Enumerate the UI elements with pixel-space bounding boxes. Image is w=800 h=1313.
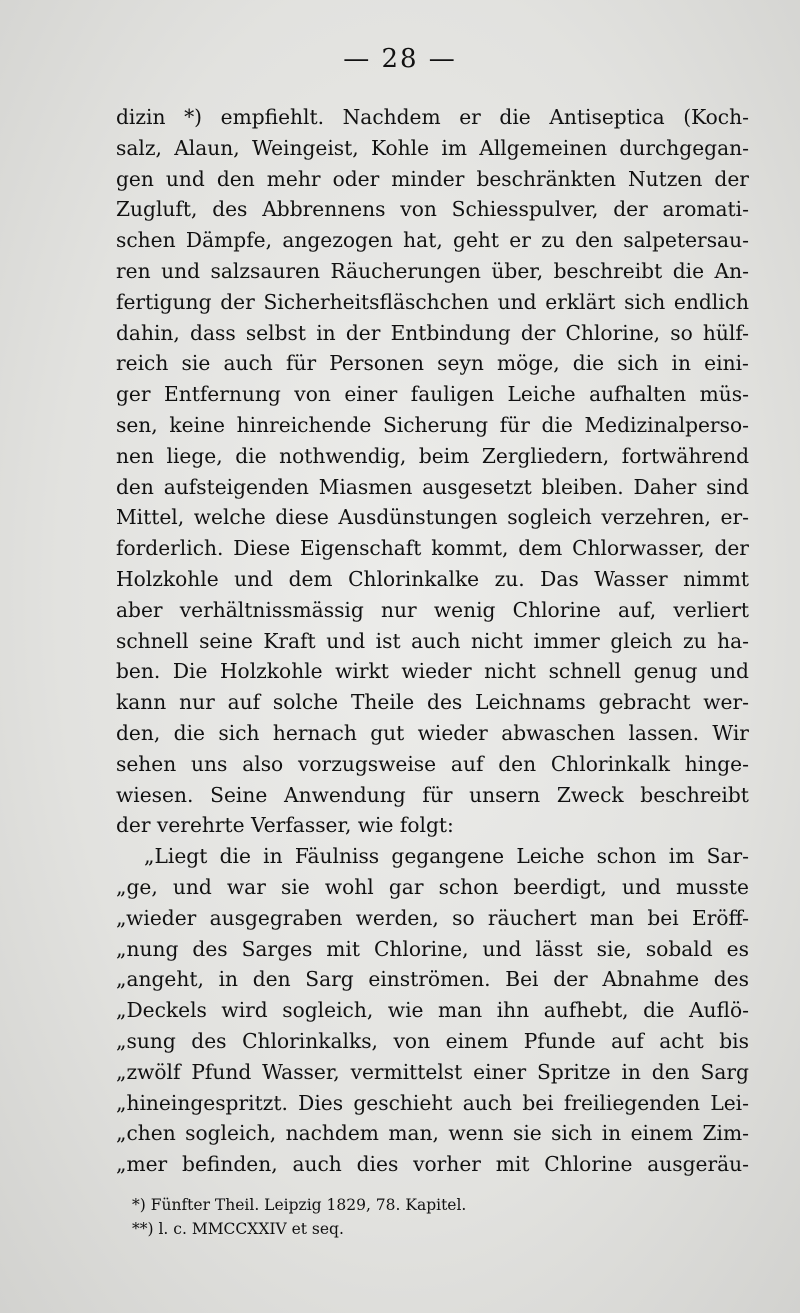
footnote: *) Fünfter Theil. Leipzig 1829, 78. Kapitel. <box>132 1196 467 1214</box>
text-line: „mer befinden, auch dies vorher mit Chlorine ausgeräu- <box>116 1152 749 1177</box>
text-line: „Liegt die in Fäulniss gegangene Leiche schon im Sar- <box>144 844 749 869</box>
text-line: ger Entfernung von einer fauligen Leiche aufhalten müs- <box>116 382 749 407</box>
text-line: „chen sogleich, nachdem man, wenn sie sich in einem Zim- <box>116 1121 749 1146</box>
text-line: sehen uns also vorzugsweise auf den Chlorinkalk hinge- <box>116 751 749 776</box>
text-line: nen liege, die nothwendig, beim Zergliedern, fortwährend <box>116 443 749 468</box>
page-number: — 28 — <box>343 44 457 74</box>
text-line: gen und den mehr oder minder beschränkten Nutzen der <box>116 166 749 191</box>
text-line: reich sie auch für Personen seyn möge, die sich in eini- <box>116 351 749 376</box>
text-line: Zugluft, des Abbrennens von Schiesspulver, der aromati- <box>116 197 749 222</box>
text-line: schnell seine Kraft und ist auch nicht immer gleich zu ha- <box>116 628 749 653</box>
text-line: „hineingespritzt. Dies geschieht auch bei freiliegenden Lei- <box>116 1090 749 1115</box>
text-line: Mittel, welche diese Ausdünstungen sogleich verzehren, er- <box>116 505 749 530</box>
text-line: den aufsteigenden Miasmen ausgesetzt bleiben. Daher sind <box>116 474 749 499</box>
text-line: den, die sich hernach gut wieder abwaschen lassen. Wir <box>116 720 749 745</box>
footnotes <box>132 1193 732 1241</box>
text-line: kann nur auf solche Theile des Leichnams gebracht wer- <box>116 690 749 715</box>
text-line: forderlich. Diese Eigenschaft kommt, dem Chlorwasser, der <box>116 536 749 561</box>
text-line: ren und salzsauren Räucherungen über, beschreibt die An- <box>116 258 749 283</box>
body-text <box>116 102 749 1180</box>
text-line: ben. Die Holzkohle wirkt wieder nicht schnell genug und <box>116 659 749 684</box>
text-line: der verehrte Verfasser, wie folgt: <box>116 813 454 838</box>
text-line: aber verhältnissmässig nur wenig Chlorine auf, verliert <box>116 597 749 622</box>
text-line: wiesen. Seine Anwendung für unsern Zweck beschreibt <box>116 782 749 807</box>
text-line: „angeht, in den Sarg einströmen. Bei der Abnahme des <box>116 967 749 992</box>
text-line: fertigung der Sicherheitsfläschchen und erklärt sich endlich <box>116 289 749 314</box>
text-line: „zwölf Pfund Wasser, vermittelst einer Spritze in den Sarg <box>116 1059 749 1084</box>
text-line: dahin, dass selbst in der Entbindung der Chlorine, so hülf- <box>116 320 749 345</box>
text-line: schen Dämpfe, angezogen hat, geht er zu den salpetersau- <box>116 228 749 253</box>
footnote: **) l. c. MMCCXXIV et seq. <box>132 1220 344 1238</box>
text-line: „nung des Sarges mit Chlorine, und lässt sie, sobald es <box>116 936 749 961</box>
text-line: dizin *) empfiehlt. Nachdem er die Antiseptica (Koch- <box>116 105 749 129</box>
text-line: „ge, und war sie wohl gar schon beerdigt, und musste <box>116 874 749 899</box>
text-line: „Deckels wird sogleich, wie man ihn aufhebt, die Auflö- <box>116 998 749 1023</box>
text-line: salz, Alaun, Weingeist, Kohle im Allgemeinen durchgegan- <box>116 135 749 160</box>
text-line: sen, keine hinreichende Sicherung für die Medizinalperso- <box>116 412 749 437</box>
text-line: „sung des Chlorinkalks, von einem Pfunde auf acht bis <box>116 1028 749 1053</box>
text-line: Holzkohle und dem Chlorinkalke zu. Das Wasser nimmt <box>116 566 749 591</box>
text-line: „wieder ausgegraben werden, so räuchert man bei Eröff- <box>116 905 749 930</box>
